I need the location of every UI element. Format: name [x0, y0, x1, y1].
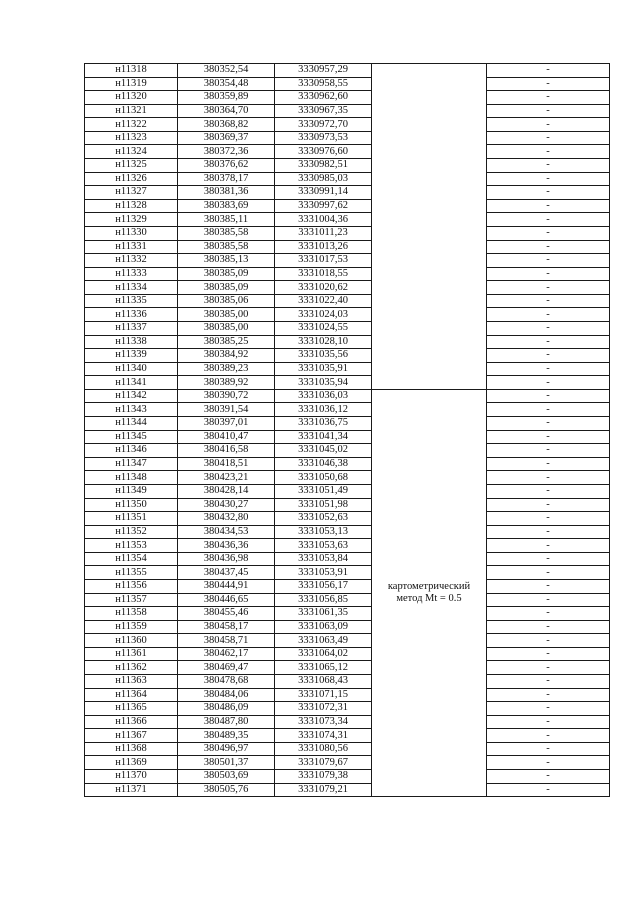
table-row [85, 539, 610, 553]
point-id-cell: н11339 [85, 349, 178, 363]
y-coordinate-cell: 3331013,26 [275, 240, 372, 254]
x-coordinate-cell: 380385,00 [178, 308, 275, 322]
table-row [85, 240, 610, 254]
y-coordinate-cell: 3331024,55 [275, 321, 372, 335]
note-cell: - [487, 484, 610, 498]
table-row [85, 172, 610, 186]
y-coordinate-cell: 3331035,91 [275, 362, 372, 376]
method-name: картометрический [387, 581, 471, 593]
note-cell: - [487, 254, 610, 268]
table-row [85, 389, 610, 403]
point-id-cell: н11366 [85, 715, 178, 729]
x-coordinate-cell: 380432,80 [178, 512, 275, 526]
note-cell: - [487, 512, 610, 526]
x-coordinate-cell: 380391,54 [178, 403, 275, 417]
table-row [85, 267, 610, 281]
x-coordinate-cell: 380416,58 [178, 444, 275, 458]
note-cell: - [487, 566, 610, 580]
point-id-cell: н11345 [85, 430, 178, 444]
y-coordinate-cell: 3331079,21 [275, 783, 372, 797]
note-cell: - [487, 756, 610, 770]
point-id-cell: н11365 [85, 702, 178, 716]
x-coordinate-cell: 380501,37 [178, 756, 275, 770]
table-row [85, 525, 610, 539]
table-row [85, 661, 610, 675]
table-row [85, 104, 610, 118]
y-coordinate-cell: 3331071,15 [275, 688, 372, 702]
x-coordinate-cell: 380446,65 [178, 593, 275, 607]
x-coordinate-cell: 380368,82 [178, 118, 275, 132]
y-coordinate-cell: 3331063,09 [275, 620, 372, 634]
y-coordinate-cell: 3331004,36 [275, 213, 372, 227]
x-coordinate-cell: 380436,98 [178, 552, 275, 566]
note-cell: - [487, 457, 610, 471]
note-cell: - [487, 281, 610, 295]
y-coordinate-cell: 3331065,12 [275, 661, 372, 675]
table-row [85, 294, 610, 308]
note-cell: - [487, 403, 610, 417]
table-row [85, 77, 610, 91]
note-cell: - [487, 607, 610, 621]
point-id-cell: н11325 [85, 159, 178, 173]
note-cell: - [487, 362, 610, 376]
point-id-cell: н11344 [85, 417, 178, 431]
table-row [85, 647, 610, 661]
table-row [85, 579, 610, 593]
point-id-cell: н11367 [85, 729, 178, 743]
point-id-cell: н11332 [85, 254, 178, 268]
note-cell: - [487, 321, 610, 335]
point-id-cell: н11340 [85, 362, 178, 376]
x-coordinate-cell: 380390,72 [178, 389, 275, 403]
x-coordinate-cell: 380436,36 [178, 539, 275, 553]
note-cell: - [487, 104, 610, 118]
y-coordinate-cell: 3331053,63 [275, 539, 372, 553]
point-id-cell: н11334 [85, 281, 178, 295]
x-coordinate-cell: 380369,37 [178, 131, 275, 145]
y-coordinate-cell: 3331011,23 [275, 226, 372, 240]
x-coordinate-cell: 380423,21 [178, 471, 275, 485]
y-coordinate-cell: 3331080,56 [275, 742, 372, 756]
point-id-cell: н11369 [85, 756, 178, 770]
point-id-cell: н11357 [85, 593, 178, 607]
x-coordinate-cell: 380489,35 [178, 729, 275, 743]
coordinates-table-body [85, 64, 610, 797]
note-cell: - [487, 118, 610, 132]
note-cell: - [487, 131, 610, 145]
point-id-cell: н11360 [85, 634, 178, 648]
y-coordinate-cell: 3331053,13 [275, 525, 372, 539]
point-id-cell: н11343 [85, 403, 178, 417]
table-row [85, 335, 610, 349]
point-id-cell: н11329 [85, 213, 178, 227]
point-id-cell: н11352 [85, 525, 178, 539]
y-coordinate-cell: 3330962,60 [275, 91, 372, 105]
x-coordinate-cell: 380384,92 [178, 349, 275, 363]
table-row [85, 281, 610, 295]
table-row [85, 566, 610, 580]
table-row [85, 159, 610, 173]
note-cell: - [487, 444, 610, 458]
point-id-cell: н11368 [85, 742, 178, 756]
x-coordinate-cell: 380397,01 [178, 417, 275, 431]
note-cell: - [487, 593, 610, 607]
y-coordinate-cell: 3330967,35 [275, 104, 372, 118]
point-id-cell: н11335 [85, 294, 178, 308]
y-coordinate-cell: 3331068,43 [275, 675, 372, 689]
x-coordinate-cell: 380385,00 [178, 321, 275, 335]
y-coordinate-cell: 3331063,49 [275, 634, 372, 648]
y-coordinate-cell: 3330976,60 [275, 145, 372, 159]
table-row [85, 186, 610, 200]
x-coordinate-cell: 380455,46 [178, 607, 275, 621]
point-id-cell: н11350 [85, 498, 178, 512]
table-row [85, 729, 610, 743]
point-id-cell: н11358 [85, 607, 178, 621]
point-id-cell: н11320 [85, 91, 178, 105]
table-row [85, 607, 610, 621]
point-id-cell: н11351 [85, 512, 178, 526]
x-coordinate-cell: 380505,76 [178, 783, 275, 797]
point-id-cell: н11336 [85, 308, 178, 322]
y-coordinate-cell: 3330982,51 [275, 159, 372, 173]
x-coordinate-cell: 380385,09 [178, 267, 275, 281]
y-coordinate-cell: 3331024,03 [275, 308, 372, 322]
table-row [85, 118, 610, 132]
x-coordinate-cell: 380469,47 [178, 661, 275, 675]
table-row [85, 783, 610, 797]
table-row [85, 321, 610, 335]
y-coordinate-cell: 3330997,62 [275, 199, 372, 213]
point-id-cell: н11349 [85, 484, 178, 498]
point-id-cell: н11319 [85, 77, 178, 91]
note-cell: - [487, 335, 610, 349]
y-coordinate-cell: 3331050,68 [275, 471, 372, 485]
note-cell: - [487, 634, 610, 648]
y-coordinate-cell: 3331052,63 [275, 512, 372, 526]
y-coordinate-cell: 3330958,55 [275, 77, 372, 91]
table-row [85, 417, 610, 431]
point-id-cell: н11370 [85, 770, 178, 784]
note-cell: - [487, 688, 610, 702]
table-row [85, 742, 610, 756]
y-coordinate-cell: 3331074,31 [275, 729, 372, 743]
y-coordinate-cell: 3331053,84 [275, 552, 372, 566]
point-id-cell: н11333 [85, 267, 178, 281]
x-coordinate-cell: 380487,80 [178, 715, 275, 729]
note-cell: - [487, 471, 610, 485]
y-coordinate-cell: 3330957,29 [275, 64, 372, 78]
note-cell: - [487, 145, 610, 159]
x-coordinate-cell: 380364,70 [178, 104, 275, 118]
point-id-cell: н11353 [85, 539, 178, 553]
x-coordinate-cell: 380359,89 [178, 91, 275, 105]
point-id-cell: н11321 [85, 104, 178, 118]
point-id-cell: н11331 [85, 240, 178, 254]
x-coordinate-cell: 380385,06 [178, 294, 275, 308]
x-coordinate-cell: 380352,54 [178, 64, 275, 78]
note-cell: - [487, 389, 610, 403]
table-row [85, 213, 610, 227]
y-coordinate-cell: 3330972,70 [275, 118, 372, 132]
y-coordinate-cell: 3331022,40 [275, 294, 372, 308]
table-row [85, 376, 610, 390]
table-row [85, 226, 610, 240]
note-cell: - [487, 525, 610, 539]
y-coordinate-cell: 3331051,49 [275, 484, 372, 498]
table-row [85, 634, 610, 648]
y-coordinate-cell: 3330991,14 [275, 186, 372, 200]
x-coordinate-cell: 380385,13 [178, 254, 275, 268]
table-row [85, 702, 610, 716]
note-cell: - [487, 308, 610, 322]
x-coordinate-cell: 380437,45 [178, 566, 275, 580]
point-id-cell: н11318 [85, 64, 178, 78]
table-row [85, 471, 610, 485]
y-coordinate-cell: 3331079,67 [275, 756, 372, 770]
table-row [85, 688, 610, 702]
x-coordinate-cell: 380385,58 [178, 226, 275, 240]
note-cell: - [487, 213, 610, 227]
table-row [85, 552, 610, 566]
note-cell: - [487, 742, 610, 756]
point-id-cell: н11327 [85, 186, 178, 200]
table-row [85, 91, 610, 105]
note-cell: - [487, 647, 610, 661]
y-coordinate-cell: 3331046,38 [275, 457, 372, 471]
table-row [85, 484, 610, 498]
point-id-cell: н11364 [85, 688, 178, 702]
y-coordinate-cell: 3331056,85 [275, 593, 372, 607]
x-coordinate-cell: 380381,36 [178, 186, 275, 200]
x-coordinate-cell: 380354,48 [178, 77, 275, 91]
note-cell: - [487, 498, 610, 512]
table-row [85, 131, 610, 145]
x-coordinate-cell: 380486,09 [178, 702, 275, 716]
table-row [85, 254, 610, 268]
table-row [85, 362, 610, 376]
note-cell: - [487, 376, 610, 390]
note-cell: - [487, 417, 610, 431]
x-coordinate-cell: 380389,23 [178, 362, 275, 376]
point-id-cell: н11354 [85, 552, 178, 566]
y-coordinate-cell: 3331064,02 [275, 647, 372, 661]
x-coordinate-cell: 380376,62 [178, 159, 275, 173]
x-coordinate-cell: 380434,53 [178, 525, 275, 539]
table-row [85, 457, 610, 471]
y-coordinate-cell: 3331036,12 [275, 403, 372, 417]
table-row [85, 444, 610, 458]
y-coordinate-cell: 3331020,62 [275, 281, 372, 295]
point-id-cell: н11342 [85, 389, 178, 403]
note-cell: - [487, 64, 610, 78]
table-row [85, 675, 610, 689]
x-coordinate-cell: 380496,97 [178, 742, 275, 756]
y-coordinate-cell: 3331053,91 [275, 566, 372, 580]
note-cell: - [487, 729, 610, 743]
point-id-cell: н11337 [85, 321, 178, 335]
note-cell: - [487, 430, 610, 444]
note-cell: - [487, 186, 610, 200]
x-coordinate-cell: 380444,91 [178, 579, 275, 593]
y-coordinate-cell: 3331028,10 [275, 335, 372, 349]
table-row [85, 145, 610, 159]
y-coordinate-cell: 3331079,38 [275, 770, 372, 784]
table-row [85, 199, 610, 213]
y-coordinate-cell: 3331018,55 [275, 267, 372, 281]
table-row [85, 770, 610, 784]
x-coordinate-cell: 380430,27 [178, 498, 275, 512]
y-coordinate-cell: 3331072,31 [275, 702, 372, 716]
note-cell: - [487, 226, 610, 240]
note-cell: - [487, 267, 610, 281]
point-id-cell: н11362 [85, 661, 178, 675]
note-cell: - [487, 539, 610, 553]
point-id-cell: н11348 [85, 471, 178, 485]
y-coordinate-cell: 3331051,98 [275, 498, 372, 512]
y-coordinate-cell: 3330973,53 [275, 131, 372, 145]
table-row [85, 593, 610, 607]
point-id-cell: н11323 [85, 131, 178, 145]
note-cell: - [487, 783, 610, 797]
y-coordinate-cell: 3330985,03 [275, 172, 372, 186]
x-coordinate-cell: 380372,36 [178, 145, 275, 159]
x-coordinate-cell: 380385,09 [178, 281, 275, 295]
note-cell: - [487, 579, 610, 593]
table-row [85, 430, 610, 444]
method-cell-upper [372, 64, 487, 390]
point-id-cell: н11371 [85, 783, 178, 797]
x-coordinate-cell: 380458,71 [178, 634, 275, 648]
note-cell: - [487, 620, 610, 634]
y-coordinate-cell: 3331056,17 [275, 579, 372, 593]
method-cell-lower [372, 389, 487, 796]
y-coordinate-cell: 3331041,34 [275, 430, 372, 444]
point-id-cell: н11330 [85, 226, 178, 240]
note-cell: - [487, 294, 610, 308]
x-coordinate-cell: 380385,25 [178, 335, 275, 349]
table-row [85, 64, 610, 78]
note-cell: - [487, 91, 610, 105]
point-id-cell: н11363 [85, 675, 178, 689]
table-row [85, 756, 610, 770]
point-id-cell: н11326 [85, 172, 178, 186]
note-cell: - [487, 159, 610, 173]
x-coordinate-cell: 380378,17 [178, 172, 275, 186]
point-id-cell: н11361 [85, 647, 178, 661]
point-id-cell: н11355 [85, 566, 178, 580]
table-row [85, 308, 610, 322]
y-coordinate-cell: 3331073,34 [275, 715, 372, 729]
note-cell: - [487, 77, 610, 91]
table-row [85, 512, 610, 526]
x-coordinate-cell: 380478,68 [178, 675, 275, 689]
x-coordinate-cell: 380428,14 [178, 484, 275, 498]
y-coordinate-cell: 3331061,35 [275, 607, 372, 621]
point-id-cell: н11356 [85, 579, 178, 593]
x-coordinate-cell: 380385,11 [178, 213, 275, 227]
point-id-cell: н11328 [85, 199, 178, 213]
method-accuracy: метод Mt = 0.5 [396, 593, 462, 605]
x-coordinate-cell: 380458,17 [178, 620, 275, 634]
note-cell: - [487, 715, 610, 729]
y-coordinate-cell: 3331035,56 [275, 349, 372, 363]
point-id-cell: н11338 [85, 335, 178, 349]
table-row [85, 715, 610, 729]
note-cell: - [487, 199, 610, 213]
point-id-cell: н11322 [85, 118, 178, 132]
table-row [85, 403, 610, 417]
point-id-cell: н11347 [85, 457, 178, 471]
note-cell: - [487, 240, 610, 254]
point-id-cell: н11346 [85, 444, 178, 458]
note-cell: - [487, 675, 610, 689]
note-cell: - [487, 702, 610, 716]
note-cell: - [487, 661, 610, 675]
x-coordinate-cell: 380410,47 [178, 430, 275, 444]
note-cell: - [487, 172, 610, 186]
note-cell: - [487, 770, 610, 784]
y-coordinate-cell: 3331036,75 [275, 417, 372, 431]
table-row [85, 498, 610, 512]
note-cell: - [487, 552, 610, 566]
point-id-cell: н11359 [85, 620, 178, 634]
y-coordinate-cell: 3331036,03 [275, 389, 372, 403]
x-coordinate-cell: 380418,51 [178, 457, 275, 471]
y-coordinate-cell: 3331017,53 [275, 254, 372, 268]
x-coordinate-cell: 380385,58 [178, 240, 275, 254]
point-id-cell: н11341 [85, 376, 178, 390]
table-row [85, 620, 610, 634]
x-coordinate-cell: 380503,69 [178, 770, 275, 784]
x-coordinate-cell: 380484,06 [178, 688, 275, 702]
x-coordinate-cell: 380389,92 [178, 376, 275, 390]
y-coordinate-cell: 3331035,94 [275, 376, 372, 390]
point-id-cell: н11324 [85, 145, 178, 159]
table-row [85, 349, 610, 363]
coordinates-table [84, 63, 610, 797]
note-cell: - [487, 349, 610, 363]
x-coordinate-cell: 380462,17 [178, 647, 275, 661]
y-coordinate-cell: 3331045,02 [275, 444, 372, 458]
x-coordinate-cell: 380383,69 [178, 199, 275, 213]
